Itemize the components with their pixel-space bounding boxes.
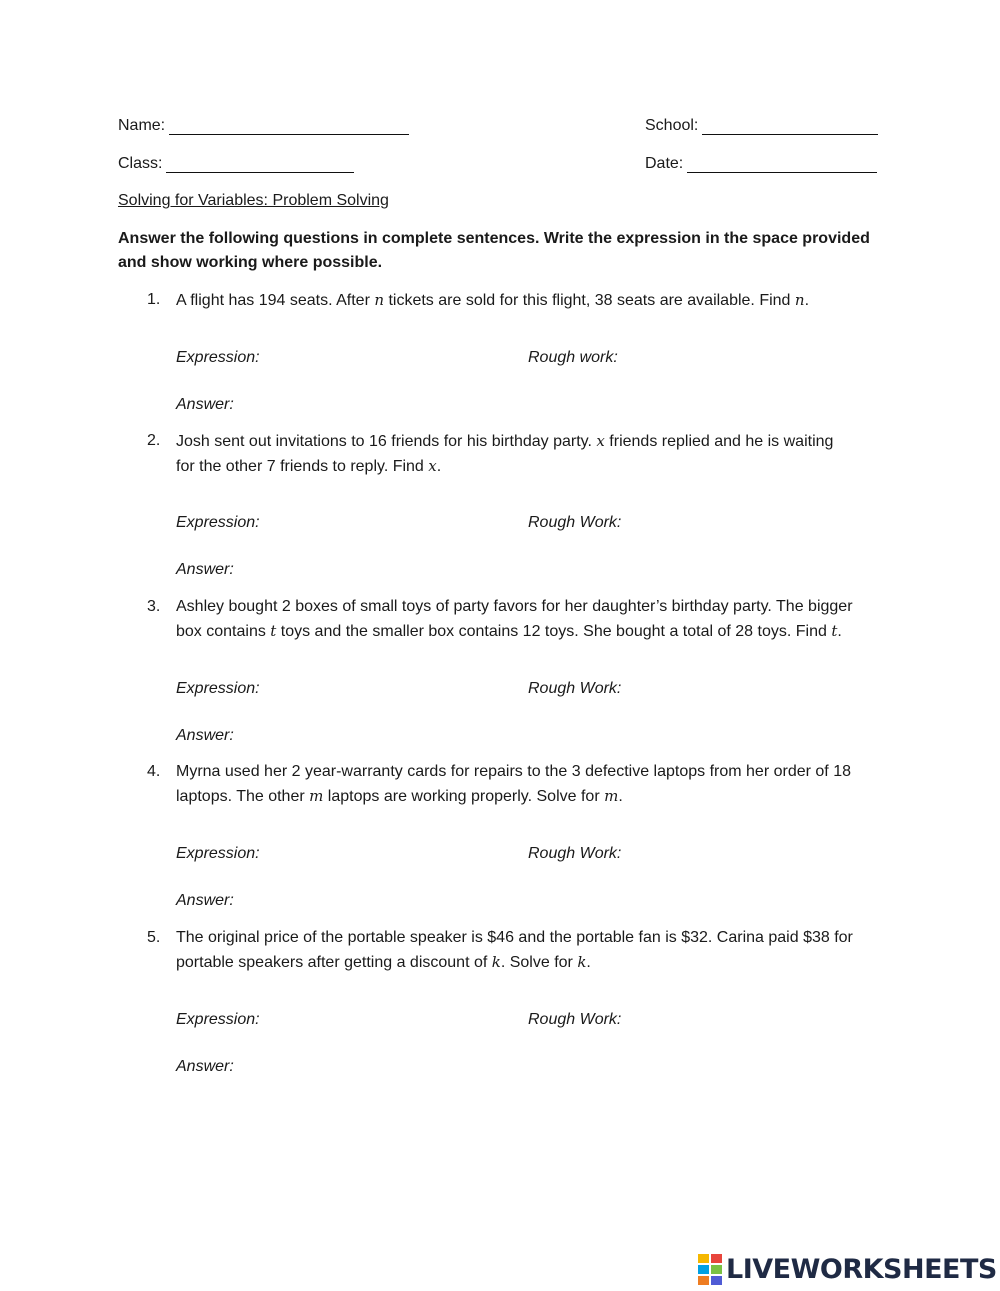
worksheet-title: Solving for Variables: Problem Solving (118, 192, 389, 209)
answer-label: Answer: (176, 1058, 234, 1075)
variable: n (374, 291, 385, 309)
variable: x (596, 432, 605, 450)
question-text-segment: box contains (176, 623, 271, 640)
question-text (176, 429, 886, 479)
school-label: School: (645, 117, 699, 134)
logo-text: LIVEWORKSHEETS (726, 1254, 997, 1285)
rough-work-label: Rough Work: (528, 1011, 622, 1028)
rough-work-label: Rough work: (528, 349, 618, 366)
expression-label: Expression: (176, 680, 260, 697)
expression-label: Expression: (176, 1011, 260, 1028)
answer-label: Answer: (176, 396, 234, 413)
question-text-segment: . (436, 458, 442, 475)
rough-work-label: Rough Work: (528, 845, 622, 862)
question-text-segment: . Solve for (500, 954, 578, 971)
logo-icon (698, 1254, 722, 1285)
question-line (176, 288, 886, 313)
question-text-segment: portable speakers after getting a discount of (176, 954, 492, 971)
question-text-segment: . (586, 954, 591, 971)
answer-label: Answer: (176, 727, 234, 744)
logo-block (698, 1254, 709, 1263)
expression-label: Expression: (176, 349, 260, 366)
date-field (645, 154, 877, 173)
variable: n (794, 291, 805, 309)
variable: m (604, 787, 619, 805)
question-line (176, 784, 886, 809)
question-number: 5. (147, 929, 161, 946)
variable: x (428, 457, 437, 475)
question-text (176, 760, 886, 809)
question-text-segment: tickets are sold for this flight, 38 seats are available. Find (384, 292, 795, 309)
liveworksheets-logo (698, 1254, 997, 1285)
question-text-segment: . (618, 788, 623, 805)
answer-label: Answer: (176, 892, 234, 909)
question-text-segment: A flight has 194 seats. After (176, 292, 375, 309)
expression-label: Expression: (176, 514, 260, 531)
variable: t (831, 622, 838, 640)
question-text-segment: Myrna used her 2 year-warranty cards for repairs to the 3 defective laptops from her order of 18 (176, 763, 851, 780)
question-text-segment: for the other 7 friends to reply. Find (176, 458, 429, 475)
question-text-segment: . (837, 623, 842, 640)
logo-block (711, 1276, 722, 1285)
question-text-segment: laptops. The other (176, 788, 310, 805)
question-text-segment: toys and the smaller box contains 12 toys. She bought a total of 28 toys. Find (276, 623, 832, 640)
question-text (176, 926, 886, 975)
question-line (176, 619, 886, 644)
question-line (176, 926, 886, 950)
question-line (176, 950, 886, 975)
variable: k (491, 953, 501, 971)
instructions: Answer the following questions in complete sentences. Write the expression in the space provided and show working where possible. (118, 230, 870, 271)
expression-label: Expression: (176, 845, 260, 862)
variable: k (577, 953, 587, 971)
question-line (176, 429, 886, 454)
question-text (176, 288, 886, 313)
rough-work-label: Rough Work: (528, 514, 622, 531)
question-number: 4. (147, 763, 161, 780)
question-text-segment: laptops are working properly. Solve for (323, 788, 605, 805)
question-text (176, 595, 886, 644)
question-text-segment: Josh sent out invitations to 16 friends for his birthday party. (176, 433, 597, 450)
name-field (118, 116, 409, 135)
question-text-segment: . (804, 292, 810, 309)
question-line (176, 454, 886, 479)
logo-block (698, 1265, 709, 1274)
name-blank[interactable] (169, 116, 409, 135)
question-number: 2. (147, 432, 161, 449)
date-label: Date: (645, 155, 684, 172)
question-number: 3. (147, 598, 161, 615)
question-text-segment: The original price of the portable speaker is $46 and the portable fan is $32. Carina paid $38 for (176, 929, 853, 946)
logo-block (711, 1254, 722, 1263)
logo-block (698, 1276, 709, 1285)
question-text-segment: Ashley bought 2 boxes of small toys of party favors for her daughter’s birthday party. The bigger (176, 598, 853, 615)
rough-work-label: Rough Work: (528, 680, 622, 697)
variable: m (309, 787, 324, 805)
class-label: Class: (118, 155, 163, 172)
question-text-segment: friends replied and he is waiting (604, 433, 834, 450)
school-field (645, 116, 878, 135)
school-blank[interactable] (702, 116, 878, 135)
question-line (176, 595, 886, 619)
question-line (176, 760, 886, 784)
question-number: 1. (147, 291, 161, 308)
answer-label: Answer: (176, 561, 234, 578)
logo-block (711, 1265, 722, 1274)
name-label: Name: (118, 117, 166, 134)
class-field (118, 154, 354, 173)
date-blank[interactable] (687, 154, 877, 173)
class-blank[interactable] (166, 154, 354, 173)
variable: t (270, 622, 277, 640)
